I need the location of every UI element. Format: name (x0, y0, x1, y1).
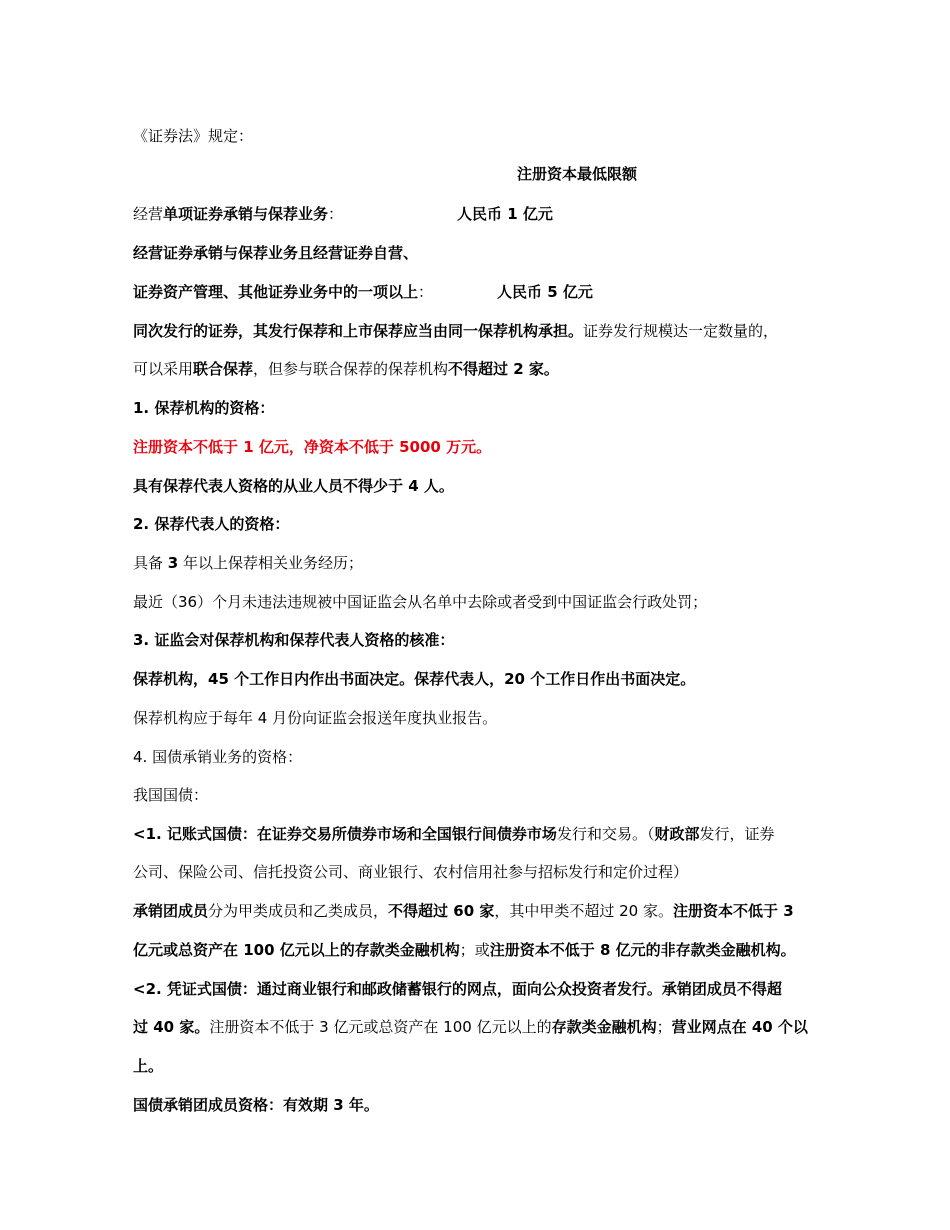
section3-line2 (133, 708, 497, 728)
row2-line1-text: 经营证券承销与保荐业务且经营证券自营、 (133, 244, 419, 262)
section3-line1-text: 保荐机构，45 个工作日内作出书面决定。保荐代表人，20 个工作日作出书面决定。 (133, 670, 696, 688)
row1-label (133, 204, 343, 224)
section3-title (133, 630, 454, 650)
section1-line2 (133, 476, 454, 496)
section3-line1 (133, 669, 695, 689)
note2-d: 存款类金融机构 (551, 1018, 657, 1036)
para1-line1 (133, 321, 778, 341)
section2-title (133, 514, 289, 534)
last-line-text: 国债承销团成员资格：有效期 3 年。 (133, 1096, 379, 1114)
note1-j: 注册资本不低于 3 (672, 902, 794, 920)
last-line (133, 1095, 379, 1115)
section1-red-text: 注册资本不低于 1 亿元，净资本不低于 5000 万元。 (133, 438, 492, 456)
section3-title-text: 3. 证监会对保荐机构和保荐代表人资格的核准： (133, 631, 455, 649)
section4-title-text: 4. 国债承销业务的资格： (133, 748, 303, 766)
row1-value-text: 人民币 1 亿元 (457, 205, 553, 223)
row1-value (457, 204, 553, 224)
table-header (517, 164, 637, 184)
note2-b: 过 40 家。 (133, 1018, 210, 1036)
row1-prefix: 经营 (133, 205, 164, 223)
note1-line1 (133, 824, 774, 844)
note2-line1 (133, 979, 782, 999)
row1-bold: 单项证券承销与保荐业务 (163, 205, 329, 223)
note1-g: 分为甲类成员和乙类成员， (208, 902, 389, 920)
note1-m: 注册资本不低于 8 亿元的非存款类金融机构。 (489, 941, 796, 959)
intro-text: 《证券法》规定： (133, 127, 254, 145)
note2-line2 (133, 1017, 808, 1037)
section4-line1-text: 我国国债： (133, 786, 209, 804)
note1-f: 承销团成员 (133, 902, 209, 920)
para1-d: 联合保荐 (193, 360, 254, 378)
note2-c: 注册资本不低于 3 亿元或总资产在 100 亿元以上的 (209, 1018, 552, 1036)
section2-line1-a: 具备 (133, 554, 168, 572)
note1-line4 (133, 940, 796, 960)
note2-e: ； (656, 1018, 672, 1036)
note1-e: 公司、保险公司、信托投资公司、商业银行、农村信用社参与招标发行和定价过程） (133, 863, 689, 881)
section2-line2-text: 最近（36）个月未违法违规被中国证监会从名单中去除或者受到中国证监会行政处罚； (133, 593, 708, 611)
note1-d: 发行，证券 (699, 825, 775, 843)
section1-line2-text: 具有保荐代表人资格的从业人员不得少于 4 人。 (133, 477, 454, 495)
section3-line2-text: 保荐机构应于每年 4 月份向证监会报送年度执业报告。 (133, 709, 498, 727)
note1-k: 亿元或总资产在 100 亿元以上的存款类金融机构 (133, 941, 460, 959)
section2-line1-b: 3 (167, 554, 179, 572)
note2-f: 营业网点在 40 个以 (671, 1018, 808, 1036)
para1-e: ，但参与联合保荐的保荐机构 (253, 360, 449, 378)
note1-line3 (133, 901, 794, 921)
section1-red-line (133, 437, 491, 457)
para1-f: 不得超过 2 家。 (448, 360, 559, 378)
note1-l: ；或 (459, 941, 490, 959)
para1-normal: 证券发行规模达一定数量的， (583, 322, 779, 340)
note1-h: 不得超过 60 家 (388, 902, 495, 920)
section4-line1 (133, 785, 208, 805)
para1-bold: 同次发行的证券，其发行保荐和上市保荐应当由同一保荐机构承担。 (133, 322, 584, 340)
para1-c: 可以采用 (133, 360, 194, 378)
row2-line2-text: 证券资产管理、其他证券业务中的一项以上 (133, 283, 419, 301)
section2-line1-c: 年以上保荐相关业务经历； (178, 554, 363, 572)
table-header-text: 注册资本最低限额 (517, 165, 638, 183)
row2-line1 (133, 243, 418, 263)
section2-line2 (133, 592, 707, 612)
row2-value-text: 人民币 5 亿元 (497, 283, 593, 301)
row2-line2 (133, 282, 433, 302)
note2-line3 (133, 1056, 163, 1076)
para1-line2 (133, 359, 559, 379)
note1-line2 (133, 862, 688, 882)
section4-title (133, 747, 302, 767)
section1-title-text: 1. 保荐机构的资格： (133, 399, 275, 417)
note2-g: 上。 (133, 1057, 164, 1075)
row1-colon: ： (328, 205, 344, 223)
note1-b: 发行和交易。（ (556, 825, 655, 843)
intro-line (133, 126, 253, 146)
note2-a: <2. 凭证式国债：通过商业银行和邮政储蓄银行的网点，面向公众投资者发行。承销团成员不得超 (133, 980, 782, 998)
section1-title (133, 398, 274, 418)
row2-colon: ： (418, 283, 434, 301)
note1-i: ，其中甲类不超过 20 家。 (494, 902, 673, 920)
section2-title-text: 2. 保荐代表人的资格： (133, 515, 290, 533)
row2-value (497, 282, 593, 302)
note1-c: 财政部 (654, 825, 700, 843)
section2-line1 (133, 553, 363, 573)
note1-a: <1. 记账式国债：在证券交易所债券市场和全国银行间债券市场 (133, 825, 557, 843)
